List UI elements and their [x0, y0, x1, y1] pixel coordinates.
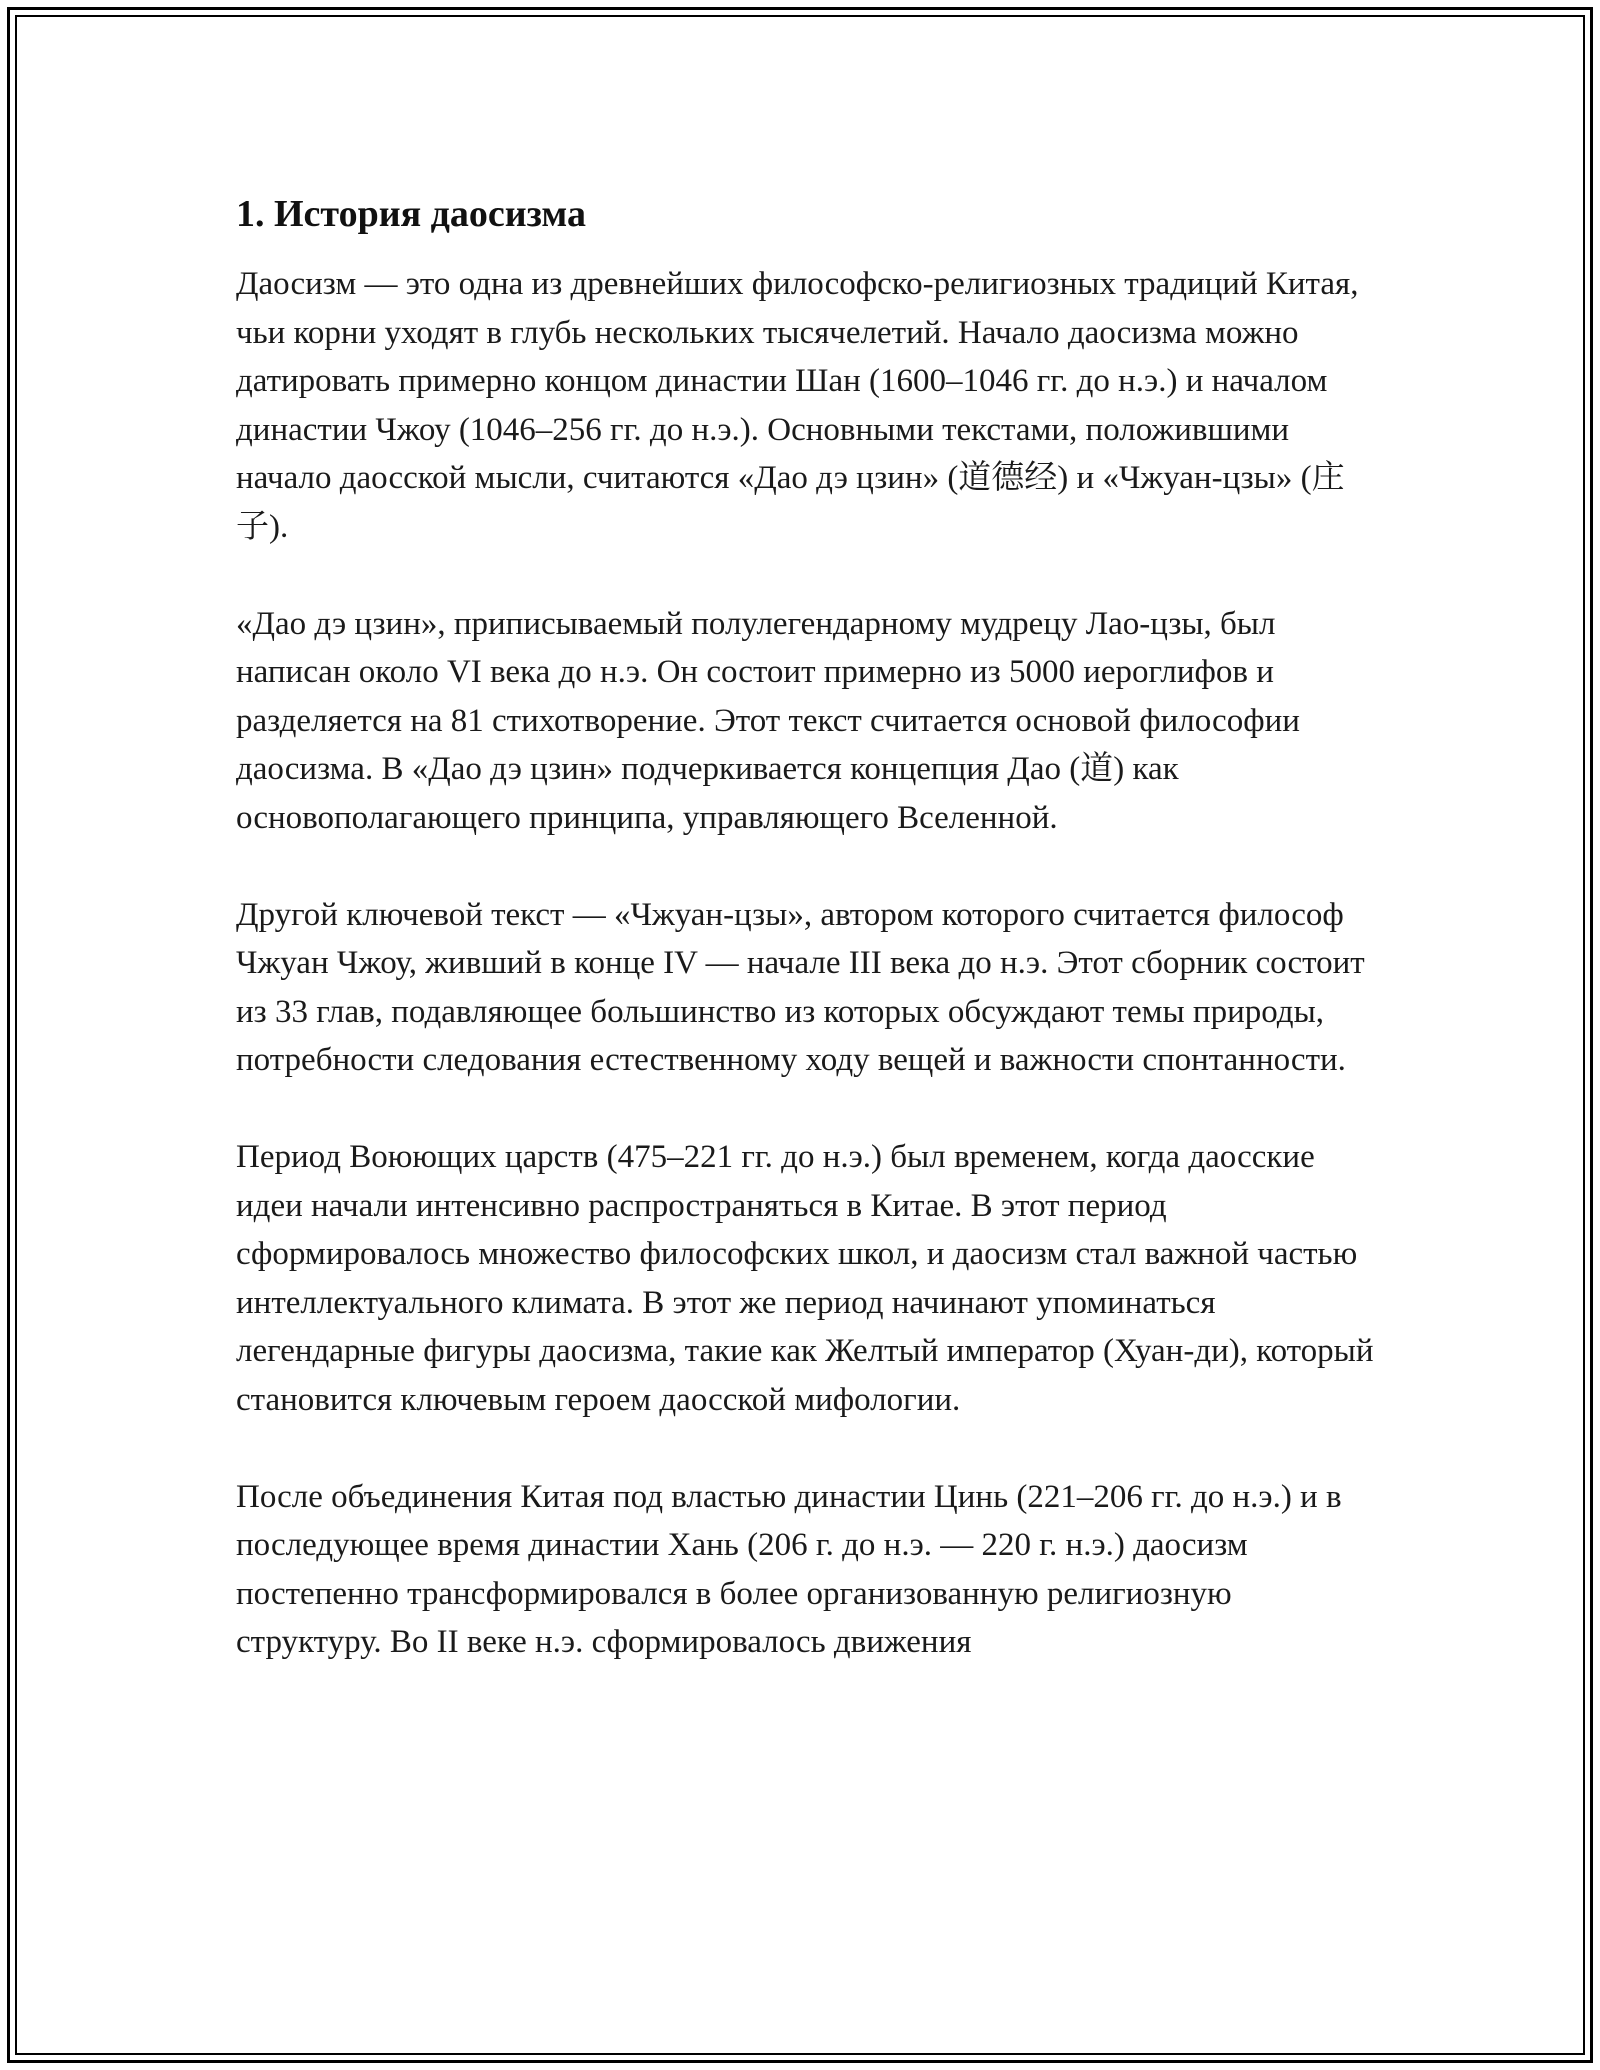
paragraph-4: Период Воюющих царств (475–221 гг. до н.э.) был временем, когда даосские идеи начали интенсивно распространяться в Китае. В этот период сформировалось множество философских школ, и даосизм стал важной частью интеллектуального климата. В этот же период начинают упоминаться легендарные фигуры даосизма, такие как Желтый император (Хуан-ди), который становится ключевым героем даосской мифологии.: [236, 1139, 1374, 1418]
paragraph-5: После объединения Китая под властью династии Цинь (221–206 гг. до н.э.) и в последующее время династии Хань (206 г. до н.э. — 220 г. н.э.) даосизм постепенно трансформировался в более организованную религиозную структуру. Во II веке н.э. сформировалось движения: [236, 1478, 1342, 1660]
paragraph-2: «Дао дэ цзин», приписываемый полулегендарному мудрецу Лао-цзы, был написан около VI века до н.э. Он состоит примерно из 5000 иероглифов и разделяется на 81 стихотворение. Этот текст считается основой философии даосизма. В «Дао дэ цзин» подчеркивается концепция Дао (道) как основополагающего принципа, управляющего Вселенной.: [236, 605, 1300, 836]
paragraph-1: Даосизм — это одна из древнейших философско-религиозных традиций Китая, чьи корни уходят в глубь нескольких тысячелетий. Начало даосизма можно датировать примерно концом династии Шан (1600–1046 гг. до н.э.) и началом династии Чжоу (1046–256 гг. до н.э.). Основными текстами, положившими начало даосской мысли, считаются «Дао дэ цзин» (道德经) и «Чжуан-цзы» (庄子).: [236, 266, 1359, 545]
paragraph-3: Другой ключевой текст — «Чжуан-цзы», автором которого считается философ Чжуан Чжоу, живший в конце IV — начале III века до н.э. Этот сборник состоит из 33 глав, подавляющее большинство из которых обсуждают темы природы, потребности следования естественному ходу вещей и важности спонтанности.: [236, 896, 1365, 1078]
document-body: [236, 184, 1376, 1667]
section-title: 1. История даосизма: [236, 193, 587, 235]
